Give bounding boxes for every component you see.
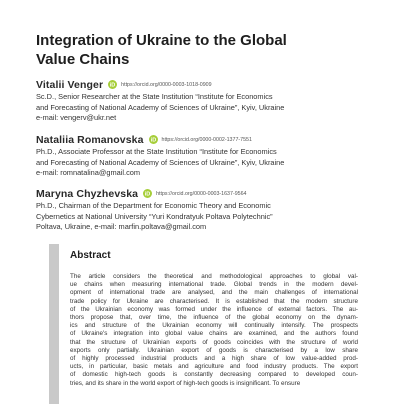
abstract-line: of Ukraine's integration into global value chains are examined, and the authors found xyxy=(70,330,358,338)
svg-text:iD: iD xyxy=(109,82,116,89)
svg-text:iD: iD xyxy=(150,137,156,144)
svg-text:iD: iD xyxy=(144,191,151,198)
author-block-1 xyxy=(36,77,366,124)
abstract-heading: Abstract xyxy=(70,250,111,261)
orcid-link[interactable]: https://orcid.org/0000-0003-1637-9564 xyxy=(156,190,247,197)
author-block-3 xyxy=(36,186,366,233)
author-affiliation-line: Ph.D., Chairman of the Department for Economic Theory and Economic xyxy=(36,201,271,210)
abstract-line: exports only partially. Ukrainian export of goods is characterised by a low share xyxy=(70,346,358,354)
abstract-line: ue chains when measuring international trade. Global trends in the modern devel- xyxy=(70,281,358,289)
author-affiliation-line: and Forecasting of National Academy of Sciences of Ukraine”, Kyiv, Ukraine xyxy=(36,102,285,112)
abstract-accent-bar xyxy=(49,244,59,404)
author-block-2 xyxy=(36,132,366,179)
abstract-line: ics and structure of the Ukrainian economy will continually intensify. The prospects xyxy=(70,322,358,330)
abstract-line: that the structure of Ukrainian exports of goods coincides with the structure of world xyxy=(70,338,358,346)
abstract-line: trade policy for Ukraine are characterised. It is established that the modern structure xyxy=(70,297,358,305)
abstract-line: The article considers the theoretical and methodological approaches to global val- xyxy=(70,273,358,280)
article-title-line-2: Value Chains xyxy=(36,51,130,68)
article-title-line-1: Integration of Ukraine to the Global xyxy=(36,32,287,49)
orcid-icon[interactable] xyxy=(149,135,158,144)
author-affiliation-line: Cybernetics at National University “Yuri Kondratyuk Poltava Polytechnic” xyxy=(36,211,273,221)
author-affiliation-line: Sc.D., Senior Researcher at the State Institution “Institute for Economics xyxy=(36,92,273,101)
author-name: Vitalii Venger xyxy=(36,78,104,91)
author-name: Nataliia Romanovska xyxy=(36,133,144,146)
abstract-line: ucts, in particular, basic metals and agriculture and food industry products. The export xyxy=(70,363,358,371)
author-email: Poltava, Ukraine, e-mail: marfin.poltava@gmail.com xyxy=(36,222,207,231)
article-title xyxy=(36,31,356,69)
orcid-link[interactable]: https://orcid.org/0000-0003-1018-0909 xyxy=(121,81,212,88)
abstract-line: of domestic high-tech goods is constantly decreasing compared to developed coun- xyxy=(70,371,358,379)
abstract-body xyxy=(70,273,358,400)
author-email: e-mail: romnatalina@gmail.com xyxy=(36,168,141,177)
author-affiliation-line: and Forecasting of National Academy of Sciences of Ukraine”, Kyiv, Ukraine xyxy=(36,157,285,167)
author-name: Maryna Chyzhevska xyxy=(36,187,139,200)
orcid-icon[interactable] xyxy=(108,80,117,89)
abstract-line: of the Ukrainian economy was formed under the influence of external factors. The au- xyxy=(70,305,358,313)
orcid-icon[interactable] xyxy=(143,189,152,198)
author-affiliation-line: Ph.D., Associate Professor at the State Institution “Institute for Economics xyxy=(36,147,277,156)
author-email: e-mail: vengerv@ukr.net xyxy=(36,113,117,122)
orcid-link[interactable]: https://orcid.org/0000-0002-1377-7551 xyxy=(161,136,252,143)
abstract-line: of highly processed industrial products and a high share of low value-added prod- xyxy=(70,355,358,363)
abstract-line: opment of international trade are analysed, and the main challenges of international xyxy=(70,289,358,297)
abstract-line: tries, and its share in the world export of high-tech goods is insignificant. To ensure xyxy=(70,379,301,387)
abstract-line: thors propose that, over time, the influence of the global economy on the dynam- xyxy=(70,314,358,322)
